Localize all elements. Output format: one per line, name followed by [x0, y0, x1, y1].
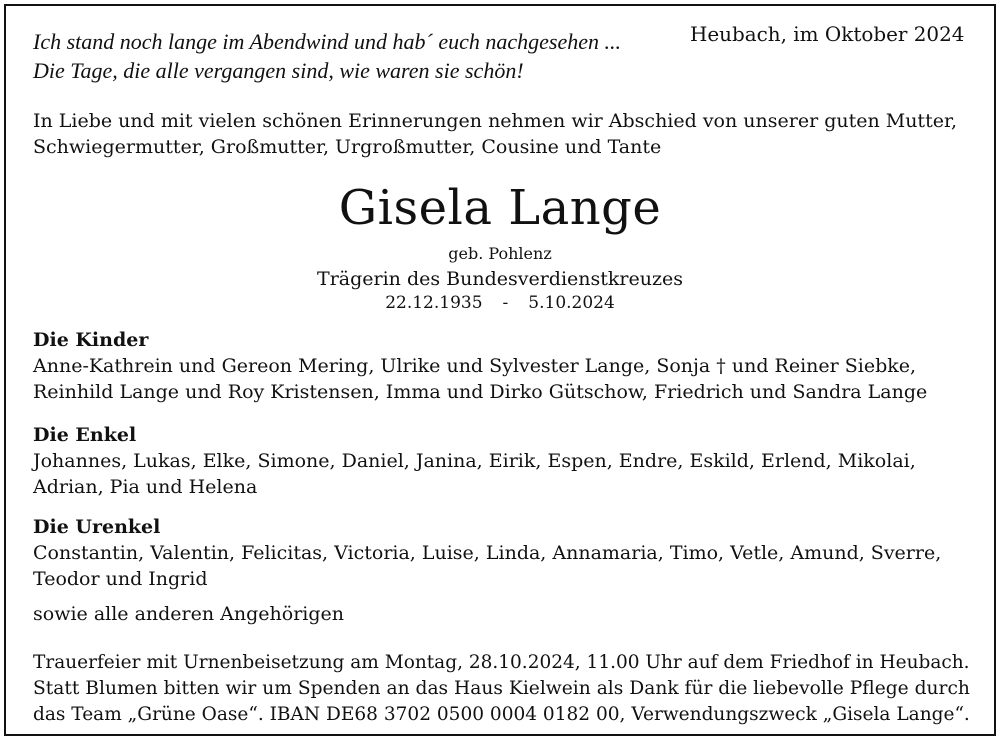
great-grandchildren-line-2: Teodor und Ingrid [33, 568, 208, 590]
poem-line-2: Die Tage, die alle vergangen sind, wie waren sie schön! [33, 58, 524, 83]
children-heading: Die Kinder [33, 329, 149, 351]
date-dash: - [502, 293, 509, 313]
great-grandchildren-line-1: Constantin, Valentin, Felicitas, Victoria, Luise, Linda, Annamaria, Timo, Vetle, Amund, Sverre, [33, 542, 942, 564]
grandchildren-line-2: Adrian, Pia und Helena [33, 476, 258, 498]
life-dates [0, 292, 1000, 314]
poem-line-1: Ich stand noch lange im Abendwind und hab´ euch nachgesehen ... [33, 29, 621, 54]
relatives-line: sowie alle anderen Angehörigen [33, 603, 344, 625]
death-date: 5.10.2024 [528, 293, 615, 313]
funeral-line-1: Trauerfeier mit Urnenbeisetzung am Montag, 28.10.2024, 11.00 Uhr auf dem Friedhof in Heubach. [33, 651, 970, 673]
children-line-2: Reinhild Lange und Roy Kristensen, Imma und Dirko Gütschow, Friedrich und Sandra Lange [33, 381, 928, 403]
honor-line: Trägerin des Bundesverdienstkreuzes [317, 268, 683, 290]
grandchildren-heading: Die Enkel [33, 424, 137, 446]
intro-line-2: Schwiegermutter, Großmutter, Urgroßmutter, Cousine und Tante [33, 136, 662, 158]
great-grandchildren-heading: Die Urenkel [33, 516, 161, 538]
children-line-1: Anne-Kathrein und Gereon Mering, Ulrike und Sylvester Lange, Sonja † und Reiner Siebke, [33, 355, 917, 377]
funeral-line-2: Statt Blumen bitten wir um Spenden an das Haus Kielwein als Dank für die liebevolle Pflege durch [33, 677, 970, 699]
grandchildren-line-1: Johannes, Lukas, Elke, Simone, Daniel, Janina, Eirik, Espen, Endre, Eskild, Erlend, Mikolai, [33, 450, 916, 472]
place-and-date: Heubach, im Oktober 2024 [689, 22, 964, 46]
maiden-name: geb. Pohlenz [448, 244, 552, 263]
funeral-line-3: das Team „Grüne Oase“. IBAN DE68 3702 0500 0004 0182 00, Verwendungszweck „Gisela Lange“. [33, 703, 970, 725]
birth-date: 22.12.1935 [385, 293, 483, 313]
deceased-name: Gisela Lange [338, 180, 662, 236]
intro-line-1: In Liebe und mit vielen schönen Erinnerungen nehmen wir Abschied von unserer guten Mutter, [33, 110, 957, 132]
